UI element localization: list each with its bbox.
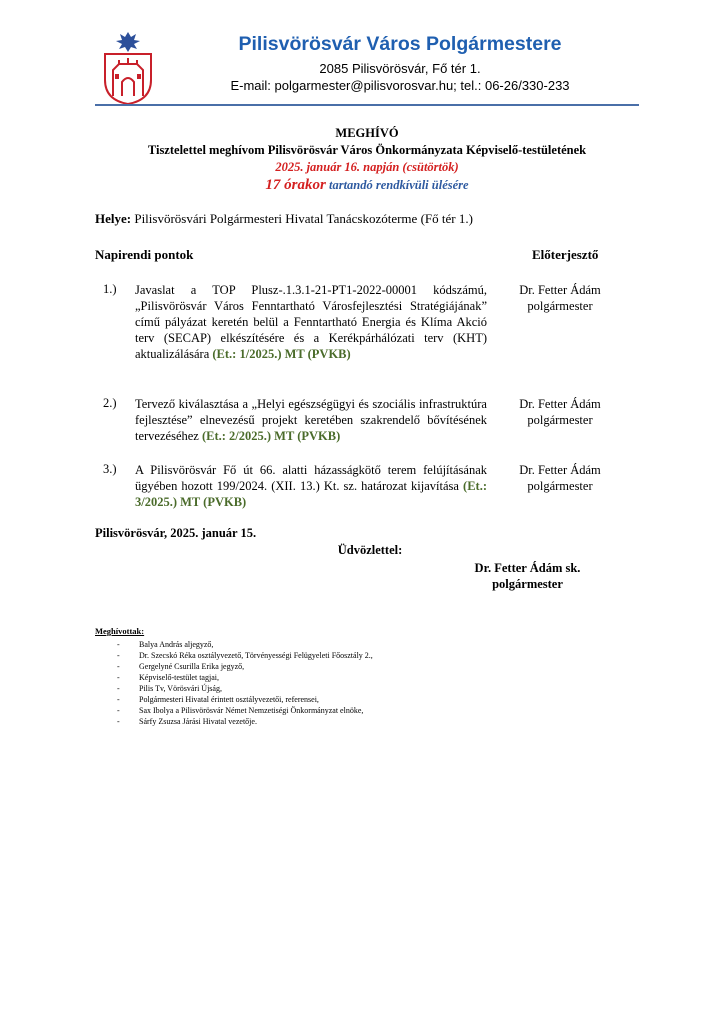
invited-item: - Dr. Szecskó Réka osztályvezető, Törvényességi Felügyeleti Főosztály 2.,: [115, 650, 373, 661]
meeting-date: 2025. január 16. napján (csütörtök): [275, 160, 459, 174]
agenda-item-reference: (Et.: 2/2025.) MT (PVKB): [201, 429, 341, 443]
invited-item: - Képviselő-testület tagjai,: [115, 672, 373, 683]
meeting-time-line: [95, 177, 639, 194]
signer-role: polgármester: [492, 577, 563, 591]
location-value: Pilisvörösvári Polgármesteri Hivatal Tanácskozóterme (Fő tér 1.): [134, 211, 473, 226]
agenda-item-reference: (Et.: 3/2025.) MT (PVKB): [135, 479, 487, 509]
header-divider: [95, 104, 639, 106]
signer-name: Dr. Fetter Ádám sk.: [474, 561, 581, 575]
agenda-item-description: A Pilisvörösvár Fő út 66. alatti házasságkötő terem felújításának ügyében hozott 199/2024. (XII. 13.) Kt. sz. határozat kijavítása: [135, 463, 487, 493]
agenda-item-number: 3.): [103, 462, 117, 476]
location-label: Helye:: [95, 211, 132, 226]
greeting: Üdvözlettel:: [337, 543, 403, 557]
presenter-name: Dr. Fetter Ádám: [519, 397, 601, 411]
invited-list: [115, 639, 373, 727]
invited-heading: Meghívottak:: [95, 626, 145, 636]
agenda-item-number: 2.): [103, 396, 117, 410]
agenda-item-presenter: [495, 282, 625, 314]
presenter-role: polgármester: [527, 479, 593, 493]
header-address: 2085 Pilisvörösvár, Fő tér 1.: [319, 61, 481, 76]
agenda-item-text: [135, 282, 487, 362]
agenda-item-description: Javaslat a TOP Plusz-.1.3.1-21-PT1-2022-00001 kódszámú, „Pilisvörösvár Város Fenntartható Városfejlesztési Stratégiájának” című pályázat keretén belül a Fenntartható Energia és Klíma Akció terv (SECAP) elkészítésére és a Kerékpárhálózati terv (KHT) aktualizálására: [135, 283, 487, 361]
meeting-time: 17 órakor: [265, 177, 326, 193]
invited-item: - Sax Ibolya a Pilisvörösvár Német Nemzetiségi Önkormányzat elnöke,: [115, 705, 373, 716]
presenter-role: polgármester: [527, 413, 593, 427]
city-coat-of-arms-icon: [103, 30, 153, 106]
agenda-item-description: Tervező kiválasztása a „Helyi egészségügyi és szociális infrastruktúra fejlesztése” elnevezésű projekt keretében szakrendelő bővítésének tervezéséhez: [135, 397, 487, 443]
presenter-name: Dr. Fetter Ádám: [519, 463, 601, 477]
invited-item: - Gergelyné Csurilla Erika jegyző,: [115, 661, 373, 672]
header-contact: E-mail: polgarmester@pilisvorosvar.hu; tel.: 06-26/330-233: [230, 78, 570, 93]
presenter-name: Dr. Fetter Ádám: [519, 283, 601, 297]
agenda-item-text: [135, 462, 487, 510]
meeting-type: tartandó rendkívüli ülésére: [328, 178, 469, 192]
invitation-line: Tisztelettel meghívom Pilisvörösvár Város Önkormányzata Képviselő-testületének: [147, 143, 587, 157]
agenda-item-presenter: [495, 396, 625, 428]
signature-block: [460, 560, 595, 592]
agenda-item-number: 1.): [103, 282, 117, 296]
location-line: [95, 211, 473, 227]
agenda-item-reference: (Et.: 1/2025.) MT (PVKB): [212, 347, 351, 361]
invited-item: - Pilis Tv, Vörösvári Újság,: [115, 683, 373, 694]
invited-item: - Polgármesteri Hivatal érintett osztályvezetői, referensei,: [115, 694, 373, 705]
place-and-date: Pilisvörösvár, 2025. január 15.: [95, 526, 257, 540]
presenter-heading: Előterjesztő: [532, 247, 599, 262]
agenda-heading: Napirendi pontok: [95, 247, 194, 262]
invited-item: - Balya András aljegyző,: [115, 639, 373, 650]
agenda-item-presenter: [495, 462, 625, 494]
agenda-item-text: [135, 396, 487, 444]
header-title: Pilisvörösvár Város Polgármestere: [238, 33, 562, 55]
presenter-role: polgármester: [527, 299, 593, 313]
invited-item: - Sárfy Zsuzsa Járási Hivatal vezetője.: [115, 716, 373, 727]
invitation-heading: MEGHÍVÓ: [335, 126, 399, 140]
